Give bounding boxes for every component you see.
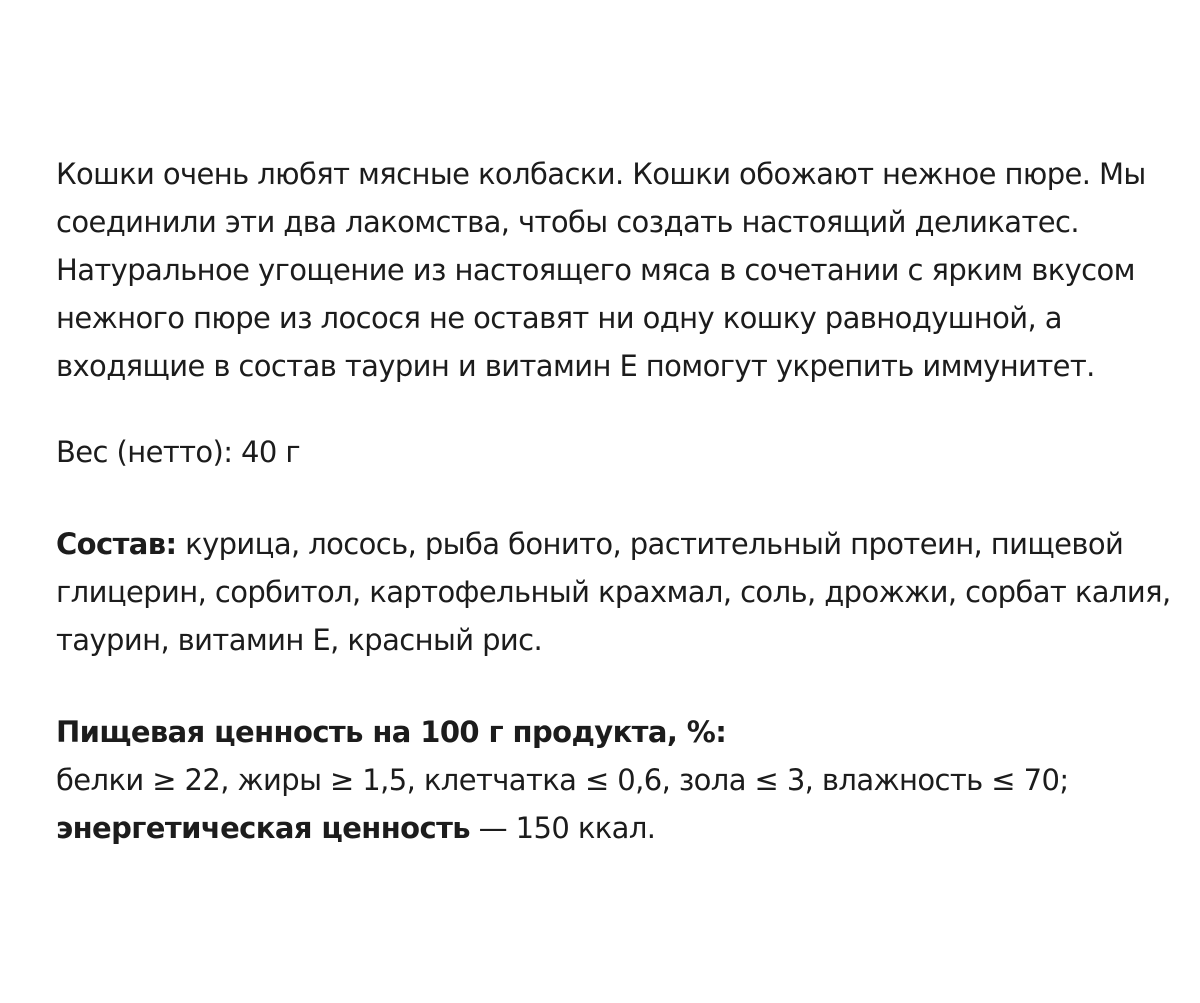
description-line: соединили эти два лакомства, чтобы создать настоящий деликатес. — [56, 205, 1079, 239]
description-line: входящие в состав таурин и витамин Е помогут укрепить иммунитет. — [56, 349, 1095, 383]
composition-line — [56, 520, 1171, 568]
weight-paragraph — [56, 428, 300, 476]
composition-text: курица, лосось, рыба бонито, растительный протеин, пищевой — [176, 527, 1124, 561]
product-description — [56, 150, 1176, 845]
description-line: Натуральное угощение из настоящего мяса в сочетании с ярким вкусом — [56, 253, 1135, 287]
description-line: Кошки очень любят мясные колбаски. Кошки обожают нежное пюре. Мы — [56, 157, 1146, 191]
energy-label: энергетическая ценность — [56, 811, 471, 845]
energy-value: — 150 ккал. — [470, 811, 656, 845]
description-paragraph — [56, 150, 1176, 390]
nutrition-values: белки ≥ 22, жиры ≥ 1,5, клетчатка ≤ 0,6, зола ≤ 3, влажность ≤ 70; — [56, 763, 1069, 797]
composition-paragraph — [56, 520, 1171, 664]
nutrition-paragraph — [56, 708, 1069, 852]
composition-label: Состав: — [56, 527, 177, 561]
composition-line: таурин, витамин Е, красный рис. — [56, 623, 543, 657]
composition-line: глицерин, сорбитол, картофельный крахмал, соль, дрожжи, сорбат калия, — [56, 575, 1171, 609]
energy-line — [56, 804, 1069, 852]
nutrition-heading: Пищевая ценность на 100 г продукта, %: — [56, 715, 727, 749]
net-weight: Вес (нетто): 40 г — [56, 435, 301, 469]
description-line: нежного пюре из лосося не оставят ни одну кошку равнодушной, а — [56, 301, 1062, 335]
